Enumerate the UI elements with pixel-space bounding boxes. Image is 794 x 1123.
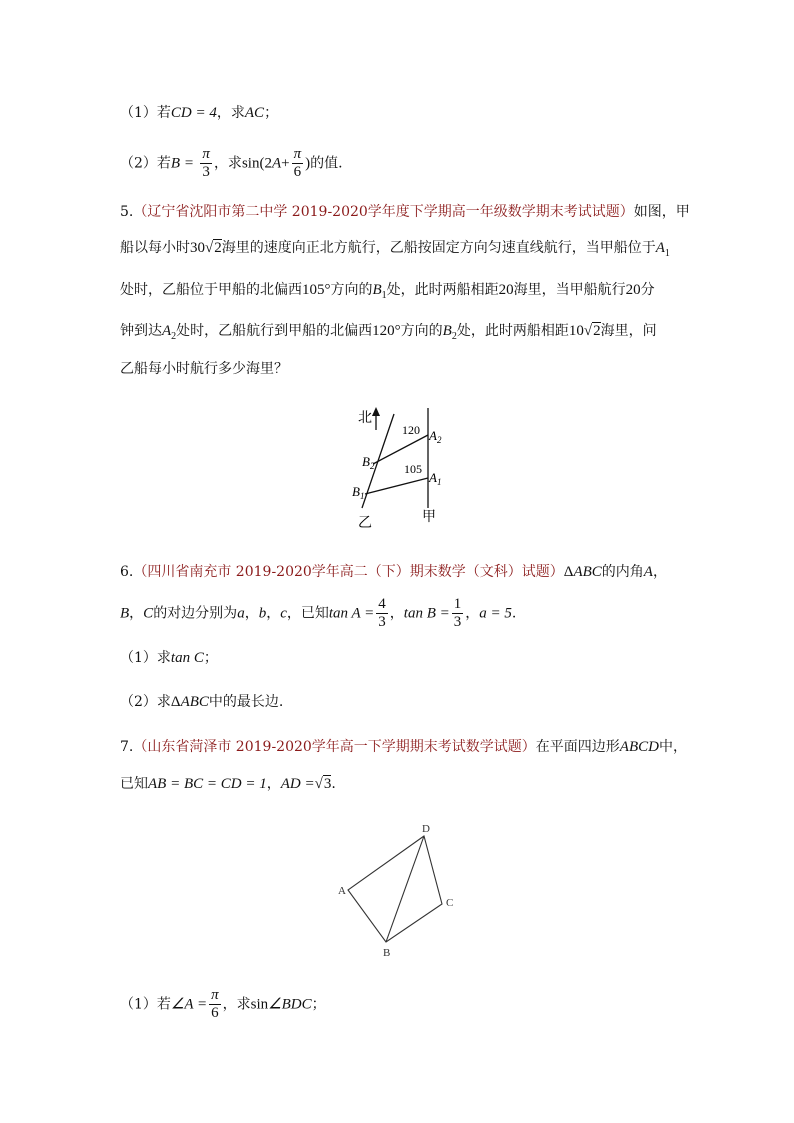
q7-quadrilateral-figure (330, 820, 470, 962)
north-label: 北 (358, 411, 372, 426)
question-number: 6. (120, 564, 134, 580)
fraction: $\frac{1}{3}$ (453, 596, 462, 630)
fraction: $\frac{\pi}{3}$ (202, 146, 210, 180)
yi-label: 乙 (358, 516, 372, 530)
fraction: $\frac{4}{3}$ (378, 596, 386, 630)
q4-part2: （2）若B = $\frac{\pi}{3}$ ，求sin(2A+ $\frac{\pi}{6}$ )的值. (120, 146, 343, 180)
q6-part2: （2）求ΔABC中的最长边. (120, 694, 284, 710)
question-source: （四川省南充市 2019-2020学年高二（下）期末数学（文科）试题） (133, 564, 564, 580)
question-number: 5. (120, 204, 134, 220)
target: AC (244, 105, 265, 121)
question-number: 7. (120, 739, 134, 755)
diagonal-bd (386, 836, 424, 942)
vertex-c-label: C (446, 897, 454, 909)
a2-label: $A_2$ (429, 428, 442, 445)
q6-part1: （1）求tan C； (120, 650, 218, 666)
q7-part1: （1）若∠A = $\frac{\pi}{6}$ ，求sin∠BDC； (120, 987, 326, 1021)
q5-line3: 处时，乙船位于甲船的北偏西105°方向的$B_1$处，此时两船相距20海里，当甲船航行20分 (120, 282, 655, 301)
q5-ship-figure (340, 400, 460, 530)
north-arrowhead-icon (372, 407, 380, 416)
angle-120-label: 120 (402, 423, 420, 437)
q6-line2: B，C的对边分别为a，b，c，已知tan A = $\frac{4}{3}$ ，tan B = $\frac{1}{3}$ ，a = 5. (120, 596, 517, 630)
b1-a1-line (365, 478, 428, 494)
q6-line1: 6.（四川省南充市 2019-2020学年高二（下）期末数学（文科）试题）ΔABC的内角A， (120, 564, 667, 580)
q7-line1: 7.（山东省菏泽市 2019-2020学年高一下学期期末考试数学试题）在平面四边形ABCD中， (120, 739, 687, 755)
a1-label: $A_1$ (429, 470, 442, 487)
q5-line2: 船以每小时30√2海里的速度向正北方航行，乙船按固定方向匀速直线航行，当甲船位于$A_1$ (120, 240, 670, 259)
q5-line1: 5.（辽宁省沈阳市第二中学 2019-2020学年度下学期高一年级数学期末考试试题）如图，甲 (120, 204, 690, 220)
vertex-d-label: D (422, 823, 430, 835)
q4-part1: （1）若CD = 4，求AC； (120, 105, 279, 121)
question-source: （山东省菏泽市 2019-2020学年高一下学期期末考试数学试题） (133, 739, 536, 755)
vertex-a-label: A (338, 885, 346, 897)
fraction: $\frac{\pi}{6}$ (211, 987, 219, 1021)
question-source: （辽宁省沈阳市第二中学 2019-2020学年度下学期高一年级数学期末考试试题） (133, 204, 634, 220)
part-label: （2）若 (120, 155, 171, 172)
q5-line4: 钟到达$A_2$处时，乙船航行到甲船的北偏西120°方向的$B_2$处，此时两船相距10√2海里，问 (120, 323, 657, 342)
q7-line2: 已知AB = BC = CD = 1，AD =√3. (120, 776, 336, 792)
b1-label: $B_1$ (352, 484, 365, 501)
b2-label: $B_2$ (362, 454, 375, 471)
angle-105-label: 105 (404, 462, 422, 476)
part-label: （1）若 (120, 105, 171, 121)
fraction: $\frac{\pi}{6}$ (293, 146, 302, 180)
jia-label: 甲 (422, 510, 436, 525)
vertex-b-label: B (383, 947, 391, 959)
q5-line5: 乙船每小时航行多少海里？ (120, 361, 288, 377)
condition: CD = 4 (170, 105, 217, 121)
quadrilateral-abcd (348, 836, 442, 942)
